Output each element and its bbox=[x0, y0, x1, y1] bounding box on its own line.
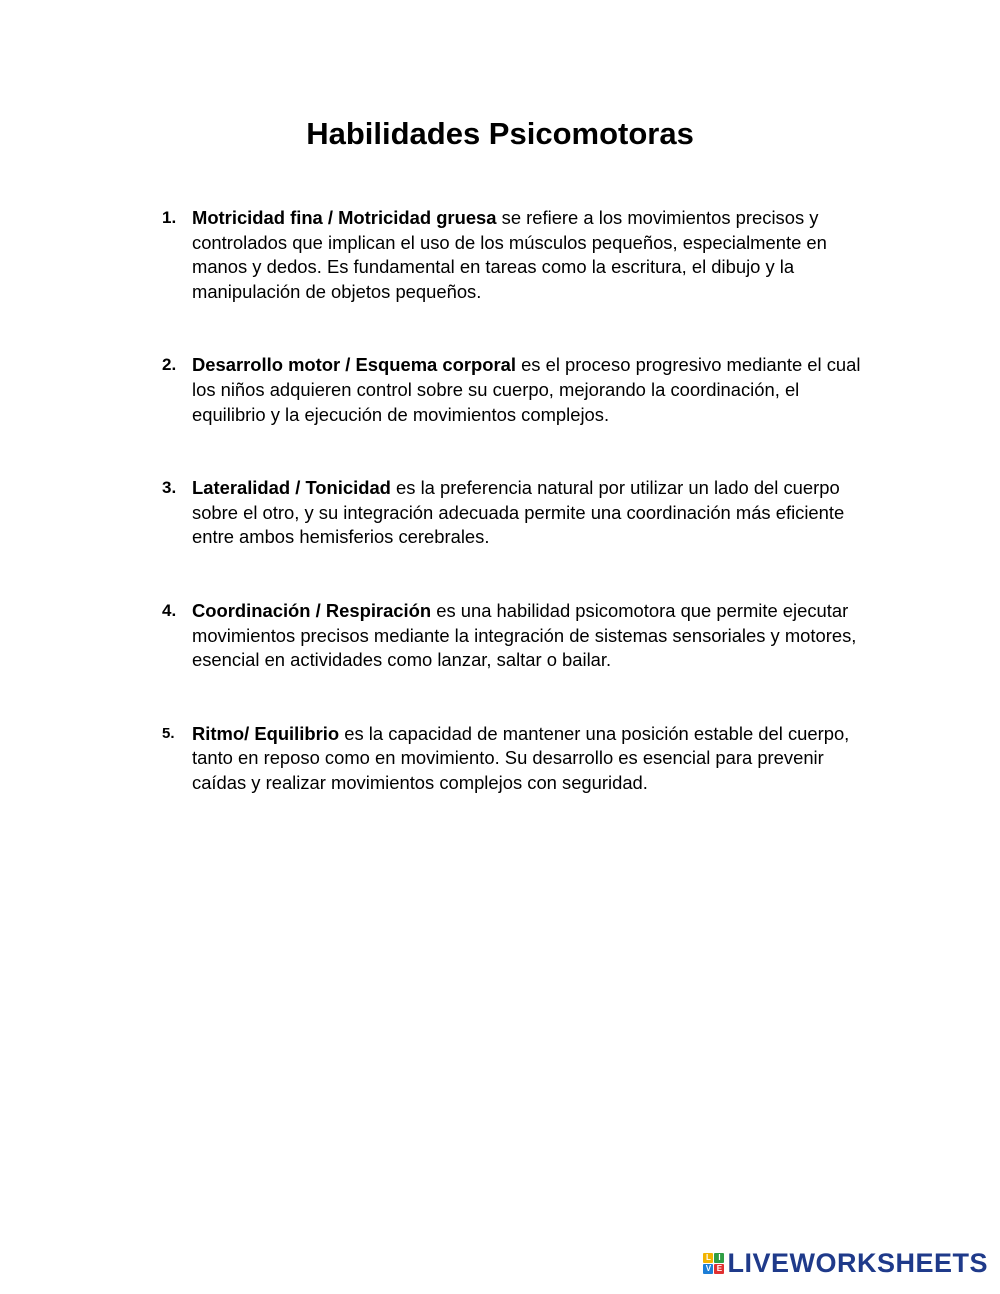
item-description: es la preferencia natural por utilizar un lado del cuerpo sobre el otro, y su integración adecuada permite una coordinación más eficiente entre ambos hemisferios cerebrales. bbox=[192, 477, 845, 548]
logo-cell-icon: E bbox=[714, 1264, 724, 1274]
liveworksheets-logo[interactable] bbox=[703, 1248, 988, 1278]
page-title: Habilidades Psicomotoras bbox=[306, 116, 694, 151]
list-item bbox=[162, 353, 868, 427]
item-description: es la capacidad de mantener una posición estable del cuerpo, tanto en reposo como en movimiento. Su desarrollo es esencial para prevenir caídas y realizar movimientos complejos con seguridad. bbox=[192, 722, 850, 793]
logo-text: LIVEWORKSHEETS bbox=[727, 1247, 988, 1278]
item-number: 2. bbox=[162, 355, 177, 375]
item-description: es el proceso progresivo mediante el cual los niños adquieren control sobre su cuerpo, mejorando la coordinación, el equilibrio y la ejecución de movimientos complejos. bbox=[192, 354, 861, 425]
habilidades-list bbox=[162, 206, 868, 796]
item-number: 1. bbox=[162, 208, 177, 227]
list-item bbox=[162, 599, 868, 673]
item-number: 3. bbox=[162, 478, 177, 498]
item-term: Ritmo/ Equilibrio bbox=[192, 722, 340, 744]
logo-cell-icon: V bbox=[703, 1264, 713, 1274]
list-item bbox=[162, 206, 868, 304]
logo-cell-icon: I bbox=[714, 1253, 724, 1263]
item-term: Motricidad fina / Motricidad gruesa bbox=[192, 207, 497, 228]
item-description: se refiere a los movimientos precisos y controlados que implican el uso de los músculos pequeños, especialmente en manos y dedos. Es fundamental en tareas como la escritura, el dibujo y la manipulación de objetos pequeños. bbox=[192, 207, 827, 302]
item-term: Coordinación / Respiración bbox=[192, 599, 432, 621]
list-item bbox=[162, 722, 868, 796]
item-term: Lateralidad / Tonicidad bbox=[192, 477, 391, 499]
logo-icon bbox=[703, 1253, 724, 1274]
list-item bbox=[162, 476, 868, 550]
item-term: Desarrollo motor / Esquema corporal bbox=[192, 354, 516, 376]
logo-cell-icon: L bbox=[703, 1253, 713, 1263]
item-number: 5. bbox=[162, 724, 175, 742]
item-number: 4. bbox=[162, 600, 177, 620]
item-description: es una habilidad psicomotora que permite ejecutar movimientos precisos mediante la integración de sistemas sensoriales y motores, esencial en actividades como lanzar, saltar o bailar. bbox=[192, 599, 857, 671]
